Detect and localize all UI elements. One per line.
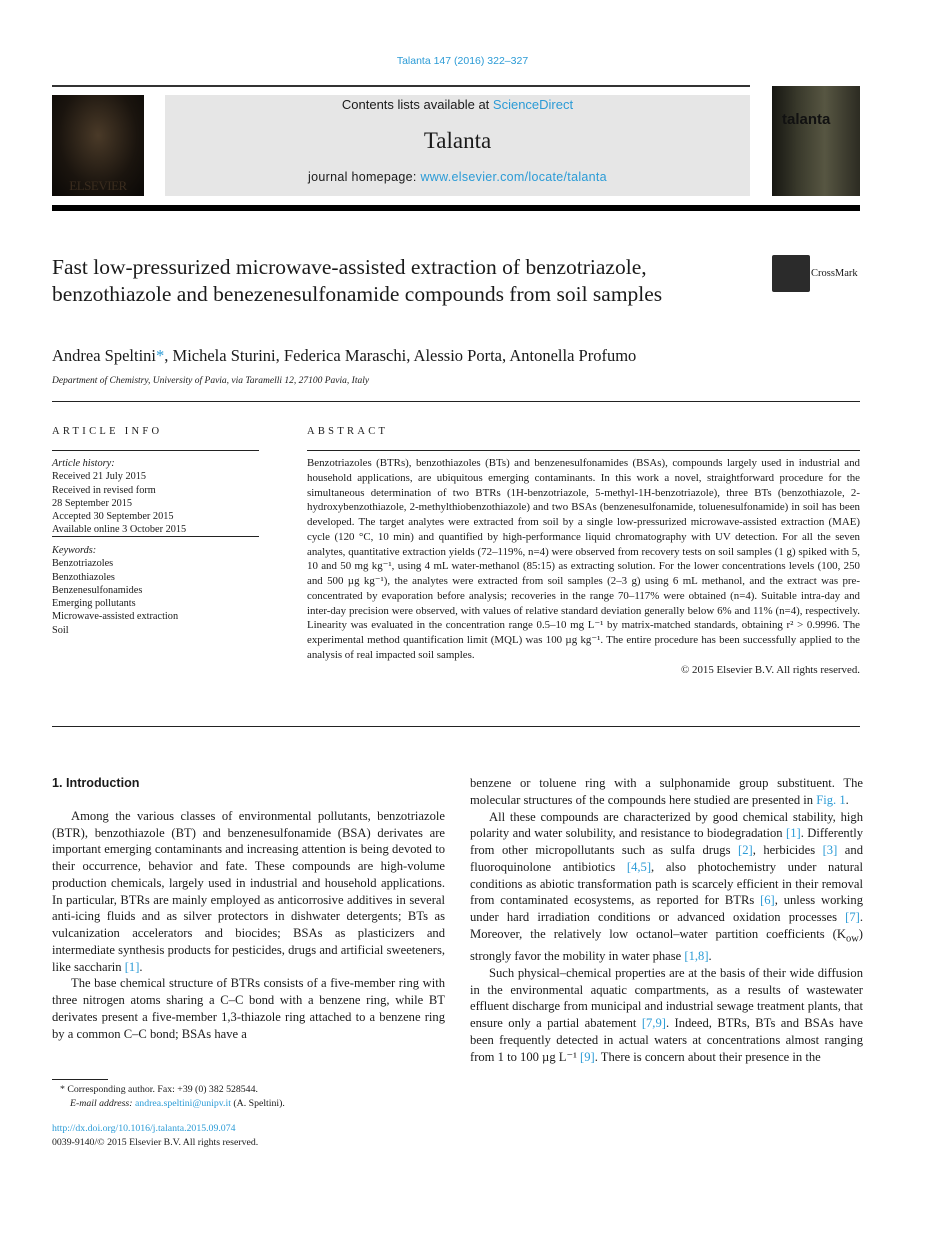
other-authors: , Michela Sturini, Federica Maraschi, Alessio Porta, Antonella Profumo: [164, 346, 637, 365]
body-paragraph: [470, 775, 863, 809]
reference-link[interactable]: [4,5]: [626, 859, 652, 874]
reference-link[interactable]: [7,9]: [641, 1016, 666, 1031]
keyword-item: Soil: [52, 624, 69, 636]
homepage-link[interactable]: www.elsevier.com/locate/talanta: [420, 170, 607, 184]
reference-link[interactable]: [2]: [738, 843, 753, 857]
email-suffix: (A. Speltini).: [230, 1098, 285, 1109]
text-run: . Differently from other micropollutants such as sulfa drugs: [470, 826, 864, 857]
text-run: Such physical–chemical properties are at the basis of their wide diffusion in the environmental aquatic compartments, as a results of wastewater effluent discharge from municipal and industrial sewage treatment plants, that ensure only a partial abatement: [470, 965, 863, 1031]
abstract: [307, 456, 860, 677]
crossmark-icon[interactable]: [772, 255, 810, 292]
text-run: . Moreover, the relatively low octanol–water partition coefficients (K: [470, 910, 863, 941]
journal-title: Talanta: [423, 128, 492, 153]
issn-line: 0039-9140/© 2015 Elsevier B.V. All rights reserved.: [52, 1137, 259, 1148]
abstract-heading: ABSTRACT: [307, 426, 389, 437]
text-run: The base chemical structure of BTRs consists of a five-member ring with three nitrogen atoms sharing a C–C bond with a benzene ring, while BT derivates present a five-member 1,3-thiazole ring attached to a benzene ring by a common C–C bond; BSAs have a: [52, 976, 445, 1041]
reference-link[interactable]: [7]: [845, 910, 860, 924]
contents-line: [165, 97, 750, 112]
article-title: Fast low-pressurized microwave-assisted extraction of benzotriazole, benzothiazole and benezenesulfonamide compounds from soil samples: [52, 255, 663, 306]
text-run: , also photochemistry under natural conditions as abiotic transformation path is scarcely efficient in their removal from contaminated ecosystems, as reported for BTRs: [470, 859, 863, 908]
keyword-item: Benzotriazoles: [52, 558, 114, 570]
history-item: Received 21 July 2015: [52, 471, 147, 483]
history-item: Available online 3 October 2015: [52, 524, 187, 536]
divider: [52, 536, 259, 537]
sciencedirect-link[interactable]: ScienceDirect: [492, 97, 574, 112]
corresponding-mark[interactable]: *: [156, 346, 165, 365]
text-run: .: [845, 792, 849, 807]
reference-link[interactable]: [1,8]: [684, 949, 709, 964]
journal-banner: [165, 95, 750, 196]
divider: [52, 450, 259, 451]
history-list: [52, 470, 259, 536]
reference-link[interactable]: [3]: [822, 843, 838, 857]
left-paragraphs: [52, 808, 445, 1043]
header-thick-rule: [52, 205, 860, 211]
journal-cover: [772, 86, 860, 196]
corresponding-text: Corresponding author. Fax: +39 (0) 382 528544.: [64, 1084, 258, 1095]
footnote: [52, 1083, 445, 1111]
divider: [307, 450, 860, 451]
article-info-heading: ARTICLE INFO: [52, 426, 163, 437]
email-link[interactable]: andrea.speltini@unipv.it: [134, 1098, 231, 1109]
homepage-line: [165, 170, 750, 184]
text-run: and fluoroquinolone antibiotics: [470, 843, 863, 874]
abstract-text: Benzotriazoles (BTRs), benzothiazoles (BTs) and benzenesulfonamides (BSAs), compounds largely used in industrial and household applications, are ubiquitous emerging contaminants. In this work a novel, straightforward procedure for the simultaneous determination of two BTRs (1H-benzotriazole, 5-methyl-1H-benzotriazole), three BTs (benzothiazole, 2-hydroxybenzothiazole, 2-methylthiobenzothiazole) and two BSAs (benzenesulfonamide, toluenesulfonamide) in soil has been developed. The target analytes were extracted from soil by a single low-pressurized microwave-assisted extraction (MAE) cycle (120 °C, 10 min) and quantified by high-performance liquid chromatography with UV detection. For all the seven analytes, quantitative extraction yields (72–119%, n=4) were observed from recovery tests on soil samples (1 g) spiked with 5, 10 and 50 mg kg⁻¹, using 4 mL water-methanol (85:15) as extracting solution. For the lower concentrations levels (100, 250 and 500 µg kg⁻¹), the analytes were extracted from soil samples (2–3 g) using 6 mL methanol, and the extract was pre-concentrated by evaporation before analysis; recoveries in the range 70–117% were obtained (n=4). Suitable intra-day and inter-day precision were observed, with values of relative standard deviation generally below 6% and 11% (n=4), respectively. Linearity was evaluated in the concentration range 0.5–10 mg L⁻¹ by matrix-matched standards, obtaining r² > 0.9996. The experimental method quantification limit (MQL) was 100 µg kg⁻¹. The entire procedure has been successfully applied to the analysis of real impacted soil samples.: [307, 457, 860, 661]
text-run: .: [139, 959, 143, 974]
keyword-item: Benzothiazoles: [52, 571, 115, 583]
journal-citation[interactable]: Talanta 147 (2016) 322–327: [396, 55, 529, 67]
history-item: 28 September 2015: [52, 497, 133, 509]
header-rule: [52, 85, 750, 87]
text-run: ) strongly favor the mobility in water phase: [470, 926, 863, 964]
subscript: ow: [845, 933, 859, 945]
reference-link[interactable]: [1]: [124, 959, 140, 974]
keywords-list: [52, 557, 259, 637]
divider: [52, 401, 860, 402]
body-paragraph: [470, 965, 863, 1066]
corresponding-note: [52, 1083, 445, 1097]
reference-link[interactable]: [1]: [786, 826, 801, 841]
text-run: . Indeed, BTRs, BTs and BSAs have been frequently detected in actual waters at concentrations almost ranging from 1 to 100 µg L⁻¹: [470, 1016, 863, 1064]
right-column: [470, 775, 863, 1065]
contents-prefix: Contents lists available at: [341, 97, 493, 112]
text-run: Among the various classes of environmental pollutants, benzotriazole (BTR), benzothiazole (BT) and benzenesulfonamide (BSA) derivates are important emerging contaminants and increasing attention is being devoted to their occurrence, behavior and fate. These compounds are high-volume production chemicals, largely used in industrial and household applications. In particular, BTRs are mainly employed as anticorrosive additives in several anti-icing fluids and as silver protectors in dishwater detergents; BTs as vulcanization accelerators and biocides; BSAs as plasticizers and intermediate synthesis products for pesticides, drugs and artificial sweeteners, like saccharin: [52, 808, 445, 974]
elsevier-wordmark: ELSEVIER: [69, 178, 127, 193]
doi-block: [52, 1122, 445, 1150]
cover-title: talanta: [782, 111, 831, 128]
text-run: .: [708, 949, 712, 964]
email-line: [52, 1097, 445, 1111]
keyword-item: Microwave-assisted extraction: [52, 611, 179, 623]
homepage-prefix: journal homepage:: [308, 170, 421, 184]
left-column: [52, 775, 445, 1042]
keywords-label: Keywords:: [52, 545, 97, 556]
section-heading-introduction: 1. Introduction: [52, 776, 140, 790]
first-author: Andrea Speltini: [52, 346, 157, 365]
reference-link[interactable]: Fig. 1: [816, 792, 846, 807]
history-item: Received in revised form: [52, 484, 156, 496]
body-paragraph: [52, 975, 445, 1042]
keyword-item: Emerging pollutants: [52, 598, 136, 610]
history-item: Accepted 30 September 2015: [52, 511, 174, 523]
reference-link[interactable]: [9]: [580, 1049, 595, 1064]
elsevier-logo: [52, 95, 144, 196]
text-run: benzene or toluene ring with a sulphonamide group substituent. The molecular structures of the compounds here studied are presented in: [470, 776, 863, 807]
text-run: , unless working under hard irradiation conditions or advanced oxidation processes: [470, 893, 863, 924]
footnote-rule: [52, 1079, 108, 1080]
abstract-copyright: © 2015 Elsevier B.V. All rights reserved.: [681, 663, 860, 676]
author-list: [52, 346, 636, 366]
body-paragraph: [52, 808, 445, 976]
doi-link[interactable]: http://dx.doi.org/10.1016/j.talanta.2015.09.074: [52, 1123, 236, 1134]
right-paragraphs: [470, 775, 863, 1065]
article-history: [52, 457, 259, 537]
keywords: [52, 544, 259, 637]
text-run: . There is concern about their presence in the: [594, 1049, 821, 1064]
body-paragraph: [470, 809, 863, 965]
text-run: All these compounds are characterized by good chemical stability, high polarity and water solubility, and resistance to biodegradation: [470, 809, 863, 841]
keyword-item: Benzenesulfonamides: [52, 584, 143, 596]
reference-link[interactable]: [6]: [760, 893, 775, 908]
email-label: E-mail address:: [70, 1098, 135, 1109]
crossmark-label[interactable]: CrossMark: [811, 268, 858, 279]
divider: [52, 726, 860, 727]
text-run: , herbicides: [752, 843, 823, 857]
footnote-mark: *: [60, 1084, 65, 1095]
history-label: Article history:: [52, 458, 115, 469]
affiliation: Department of Chemistry, University of Pavia, via Taramelli 12, 27100 Pavia, Italy: [52, 376, 370, 386]
